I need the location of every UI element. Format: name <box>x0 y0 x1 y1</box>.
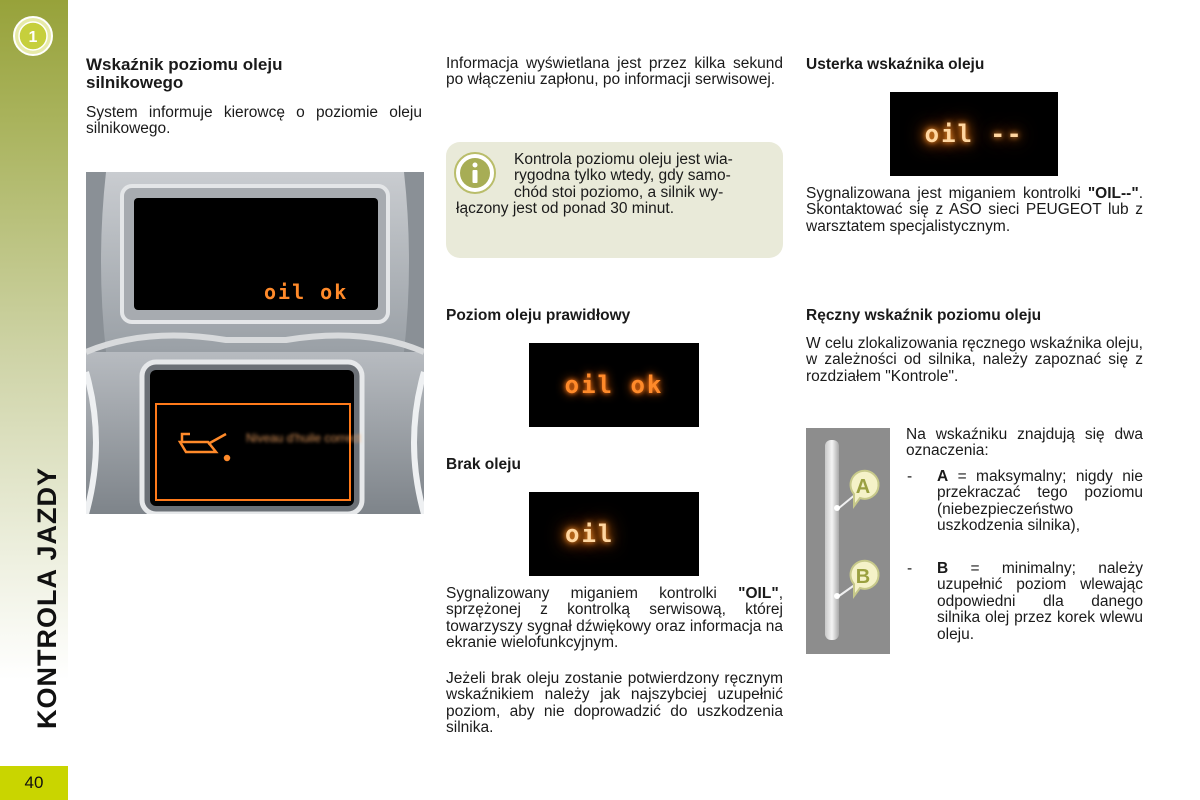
fault-display <box>890 92 1058 176</box>
cluster-warning-text: Niveau d'huile correct <box>246 431 362 445</box>
mark-a-callout <box>851 471 879 506</box>
no-oil-display-text: oil <box>565 520 615 548</box>
no-oil-display <box>529 492 699 576</box>
display-info-text: Informacja wyświetlana jest przez kilka sekund po włączeniu zapłonu, po informacji serwisowej. <box>446 55 783 89</box>
mark-a-bullet: - <box>907 468 913 485</box>
section-title: KONTROLA JAZDY <box>32 467 62 729</box>
no-oil-text-bold: "OIL" <box>738 585 779 602</box>
mark-b-callout <box>851 561 879 596</box>
no-oil-heading: Brak oleju <box>446 456 521 473</box>
fault-text-bold: "OIL--" <box>1087 185 1139 202</box>
dipstick-illustration <box>806 428 890 654</box>
info-box <box>446 142 783 258</box>
dipstick-intro: W celu zlokalizowania ręcznego wskaźnika oleju, w zależności od silnika, należy zapoznać się z rozdziałem "Kontrole". <box>806 335 1143 385</box>
info-line-3: chód stoi poziomo, a silnik wy- <box>514 184 724 201</box>
mark-a-description <box>937 469 1143 535</box>
oil-ok-heading: Poziom oleju prawidłowy <box>446 307 631 324</box>
marks-intro: Na wskaźniku znajdują się dwa oznaczenia: <box>906 426 1143 460</box>
fault-heading: Usterka wskaźnika oleju <box>806 56 985 73</box>
fault-text-prefix: Sygnalizowana jest miganiem kontrolki <box>806 185 1088 202</box>
fault-description <box>806 186 1143 235</box>
mark-a-callout-label: A <box>855 476 871 498</box>
oil-ok-display <box>529 343 699 427</box>
mark-b-description <box>937 561 1143 643</box>
dipstick-heading: Ręczny wskaźnik poziomu oleju <box>806 307 1042 324</box>
chapter-number: 1 <box>28 29 38 46</box>
info-line-1: Kontrola poziomu oleju jest wia- <box>514 151 733 168</box>
chapter-badge <box>13 16 53 56</box>
mark-b-text: = minimalny; należy uzupełnić poziom wlewając odpowiedni dla danego silnika olej przez korek wlewu oleju. <box>937 560 1143 643</box>
oil-level-intro: System informuje kierowcę o poziomie oleju silnikowego. <box>86 104 422 138</box>
no-oil-text-prefix: Sygnalizowany miganiem kontrolki <box>446 585 739 602</box>
mark-a-text: = maksymalny; nigdy nie przekraczać tego poziomu (niebezpieczeństwo uszkodzenia silnika), <box>937 468 1143 535</box>
oil-level-heading: Wskaźnik poziomu oleju silnikowego <box>86 55 283 92</box>
no-oil-confirmation-text: Jeżeli brak oleju zostanie potwierdzony ręcznym wskaźnikiem należy jak najszybciej uzupełnić poziom, aby nie doprowadzić do uszkodzenia silnika. <box>446 670 783 737</box>
oil-ok-display-text: oil ok <box>564 371 664 399</box>
page-number: 40 <box>0 766 68 800</box>
fault-display-text: oil -- <box>924 120 1024 148</box>
mark-b-label: B <box>937 560 949 577</box>
no-oil-text-rest: , sprzężonej z kontrolką serwisową, której towarzyszy sygnał dźwiękowy oraz informacja na ekranie wielofunkcyjnym. <box>446 585 783 652</box>
cluster-lcd-text: oil ok <box>264 280 349 304</box>
mark-a-label: A <box>937 468 949 485</box>
instrument-cluster-photo <box>86 172 424 514</box>
fault-text-rest: . Skontaktować się z ASO sieci PEUGEOT lub z warsztatem specjalistycznym. <box>806 185 1143 235</box>
no-oil-description <box>446 586 783 652</box>
mark-b-callout-label: B <box>855 566 871 588</box>
info-line-2: rygodna tylko wtedy, gdy samo- <box>514 167 731 184</box>
info-line-4: łączony jest od ponad 30 minut. <box>456 200 674 217</box>
mark-b-bullet: - <box>907 560 913 577</box>
info-icon <box>454 152 496 194</box>
sidebar <box>0 0 68 800</box>
